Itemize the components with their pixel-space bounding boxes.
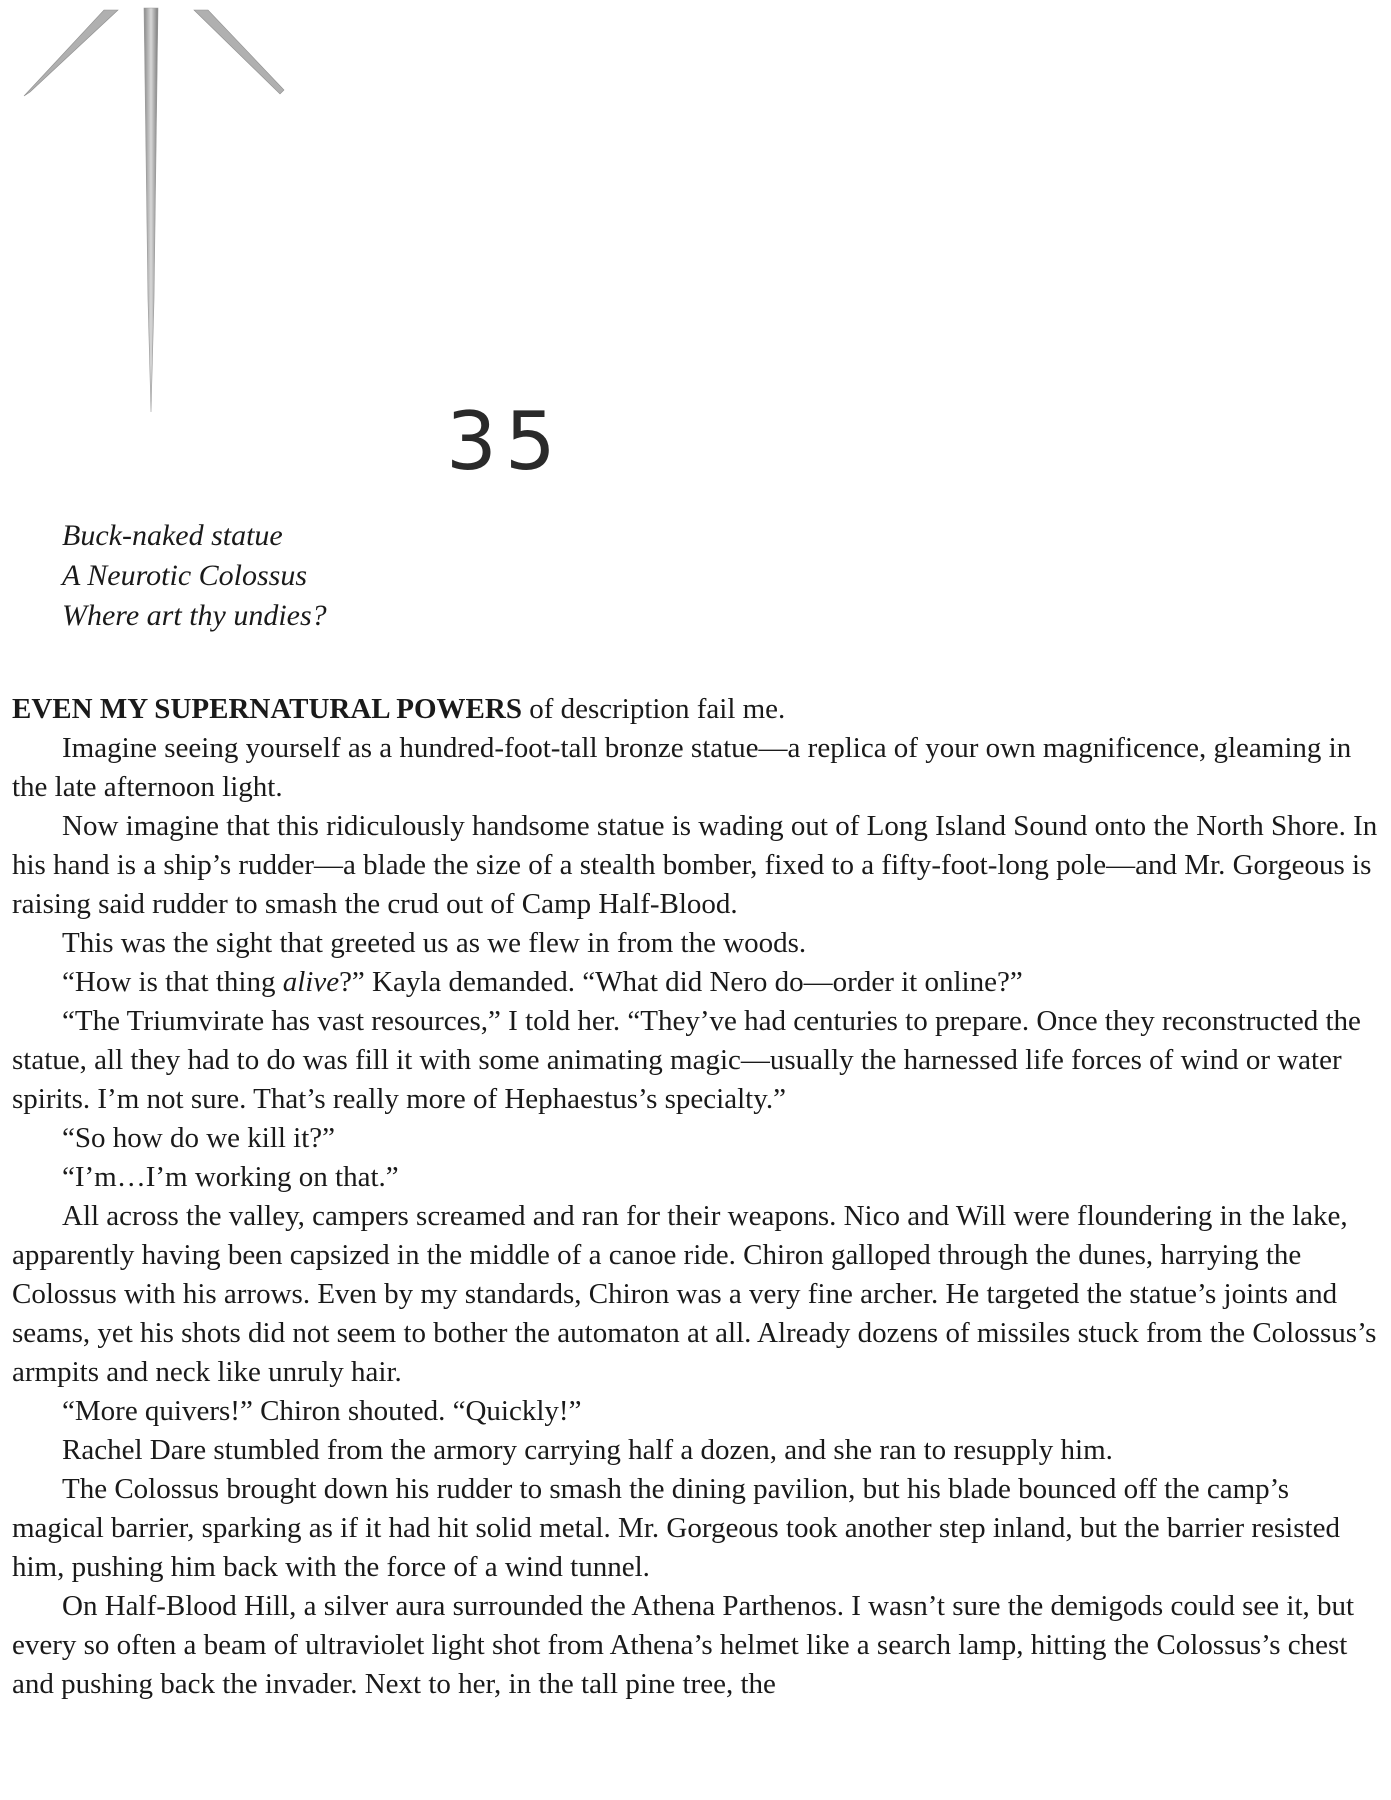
paragraph: The Colossus brought down his rudder to smash the dining pavilion, but his blade bounced off the camp’s magical barrier, sparking as if it had hit solid metal. Mr. Gorgeous took another step inland, but the barrier resisted him, pushing him back with the force of a wind tunnel. — [12, 1473, 1340, 1583]
paragraph: “More quivers!” Chiron shouted. “Quickly!” — [62, 1395, 582, 1427]
haiku-line: A Neurotic Colossus — [62, 559, 308, 592]
epigraph-haiku — [62, 516, 327, 636]
paragraph: This was the sight that greeted us as we flew in from the woods. — [62, 927, 807, 959]
paragraph: “How is that thing alive?” Kayla demanded. “What did Nero do—order it online?” — [62, 966, 1023, 998]
haiku-line: Where art thy undies? — [62, 599, 327, 632]
chapter-body — [12, 690, 1382, 1704]
paragraph: Imagine seeing yourself as a hundred-foot-tall bronze statue—a replica of your own magnificence, gleaming in the late afternoon light. — [12, 732, 1352, 803]
paragraph: “The Triumvirate has vast resources,” I told her. “They’ve had centuries to prepare. Once they reconstructed the statue, all they had to do was fill it with some animating magic—usually the harnessed life forces of wind or water spirits. I’m not sure. That’s really more of Hephaestus’s specialty.” — [12, 1005, 1361, 1115]
haiku-line: Buck-naked statue — [62, 519, 283, 552]
compass-needle-icon — [0, 0, 300, 420]
opening-caps: EVEN MY SUPERNATURAL POWERS — [12, 693, 522, 725]
paragraph: “I’m…I’m working on that.” — [62, 1161, 399, 1193]
paragraph: Now imagine that this ridiculously handsome statue is wading out of Long Island Sound onto the North Shore. In his hand is a ship’s rudder—a blade the size of a stealth bomber, fixed to a fifty-foot-long pole—and Mr. Gorgeous is raising said rudder to smash the crud out of Camp Half-Blood. — [12, 810, 1378, 920]
emphasis: alive — [282, 966, 340, 998]
chapter-number: 35 — [446, 395, 564, 488]
paragraph: “So how do we kill it?” — [62, 1122, 336, 1154]
paragraph: Rachel Dare stumbled from the armory carrying half a dozen, and she ran to resupply him. — [62, 1434, 1113, 1466]
paragraph: On Half-Blood Hill, a silver aura surrounded the Athena Parthenos. I wasn’t sure the demigods could see it, but every so often a beam of ultraviolet light shot from Athena’s helmet like a search lamp, hitting the Colossus’s chest and pushing back the invader. Next to her, in the tall pine tree, the — [12, 1590, 1355, 1700]
paragraph: EVEN MY SUPERNATURAL POWERS of description fail me. — [12, 693, 786, 725]
paragraph: All across the valley, campers screamed and ran for their weapons. Nico and Will were floundering in the lake, apparently having been capsized in the middle of a canoe ride. Chiron galloped through the dunes, harrying the Colossus with his arrows. Even by my standards, Chiron was a very fine archer. He targeted the statue’s joints and seams, yet his shots did not seem to bother the automaton at all. Already dozens of missiles stuck from the Colossus’s armpits and neck like unruly hair. — [12, 1200, 1377, 1388]
